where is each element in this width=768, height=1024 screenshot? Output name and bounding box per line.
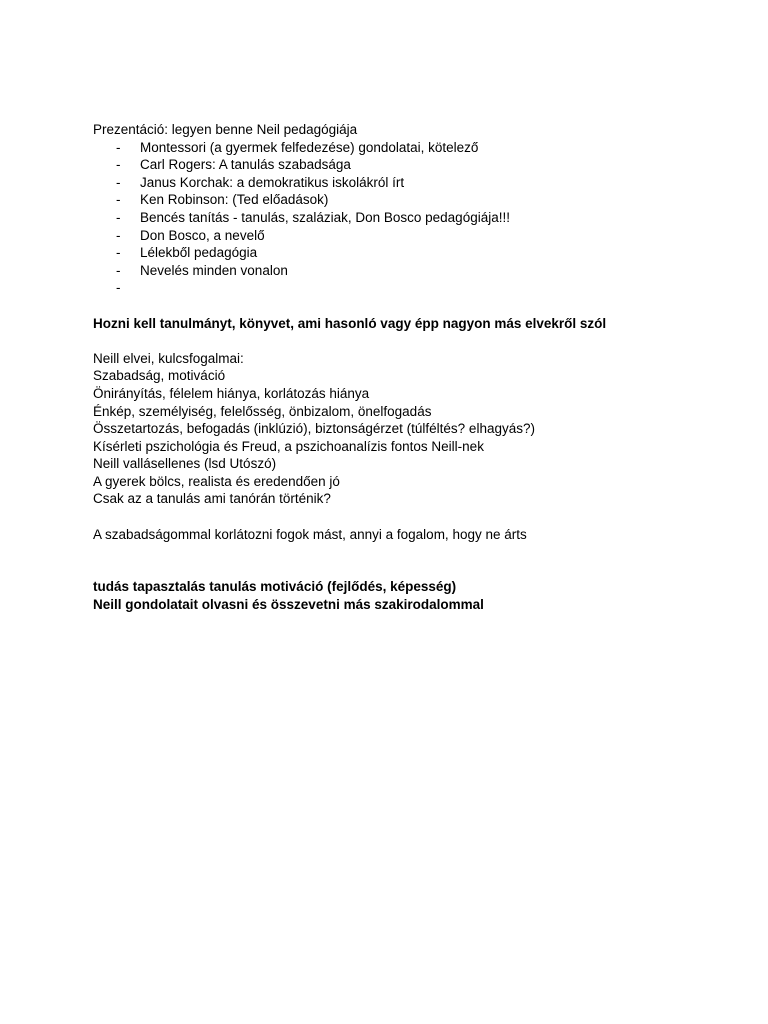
list-item-text: Montessori (a gyermek felfedezése) gondolatai, kötelező — [140, 139, 479, 155]
principle-line: Énkép, személyiség, felelősség, önbizalom, önelfogadás — [93, 403, 432, 419]
list-item — [93, 279, 733, 297]
closing-line: Neill gondolatait olvasni és összevetni más szakirodalommal — [93, 597, 484, 613]
bullet-dash: - — [116, 192, 121, 208]
bullet-dash: - — [116, 174, 121, 190]
document-page — [93, 121, 733, 614]
list-item — [93, 191, 733, 209]
list-item-text: Nevelés minden vonalon — [140, 262, 288, 278]
list-item-text: Carl Rogers: A tanulás szabadsága — [140, 157, 351, 173]
list-item — [93, 139, 733, 157]
principle-line: Szabadság, motiváció — [93, 368, 226, 384]
principle-line: A gyerek bölcs, realista és eredendően jó — [93, 473, 340, 489]
presentation-list — [93, 139, 733, 297]
bold-note: Hozni kell tanulmányt, könyvet, ami hasonló vagy épp nagyon más elvekről szól — [93, 315, 607, 331]
blank-line — [93, 332, 733, 350]
bullet-dash: - — [116, 209, 121, 225]
blank-line — [93, 297, 733, 315]
list-item — [93, 227, 733, 245]
list-item-text: Bencés tanítás - tanulás, szaláziak, Don Bosco pedagógiája!!! — [140, 209, 510, 225]
principle-line: Kísérleti pszichológia és Freud, a pszichoanalízis fontos Neill-nek — [93, 438, 484, 454]
blank-line — [93, 543, 733, 561]
bullet-dash: - — [116, 139, 121, 155]
bullet-dash: - — [116, 157, 121, 173]
bullet-dash: - — [116, 227, 121, 243]
list-item — [93, 209, 733, 227]
principle-line: Csak az a tanulás ami tanórán történik? — [93, 491, 331, 507]
bullet-dash: - — [116, 262, 121, 278]
bullet-dash: - — [116, 280, 121, 296]
principle-line: Neill vallásellenes (lsd Utószó) — [93, 456, 277, 472]
blank-line — [93, 508, 733, 526]
list-item — [93, 174, 733, 192]
principle-line: Összetartozás, befogadás (inklúzió), biztonságérzet (túlféltés? elhagyás?) — [93, 421, 535, 437]
principle-line: Önirányítás, félelem hiánya, korlátozás hiánya — [93, 385, 370, 401]
list-item — [93, 262, 733, 280]
list-item-text: Ken Robinson: (Ted előadások) — [140, 192, 329, 208]
blank-line — [93, 561, 733, 579]
list-item-text: Don Bosco, a nevelő — [140, 227, 265, 243]
principles-heading: Neill elvei, kulcsfogalmai: — [93, 350, 244, 366]
principles-block — [93, 350, 733, 508]
bullet-dash: - — [116, 245, 121, 261]
closing-line: tudás tapasztalás tanulás motiváció (fejlődés, képesség) — [93, 579, 457, 595]
list-item — [93, 244, 733, 262]
list-item — [93, 156, 733, 174]
freedom-note: A szabadságommal korlátozni fogok mást, annyi a fogalom, hogy ne árts — [93, 526, 527, 542]
list-item-text: Janus Korchak: a demokratikus iskolákról írt — [140, 174, 405, 190]
list-item-text: Lélekből pedagógia — [140, 245, 258, 261]
intro-line: Prezentáció: legyen benne Neil pedagógiája — [93, 122, 358, 137]
